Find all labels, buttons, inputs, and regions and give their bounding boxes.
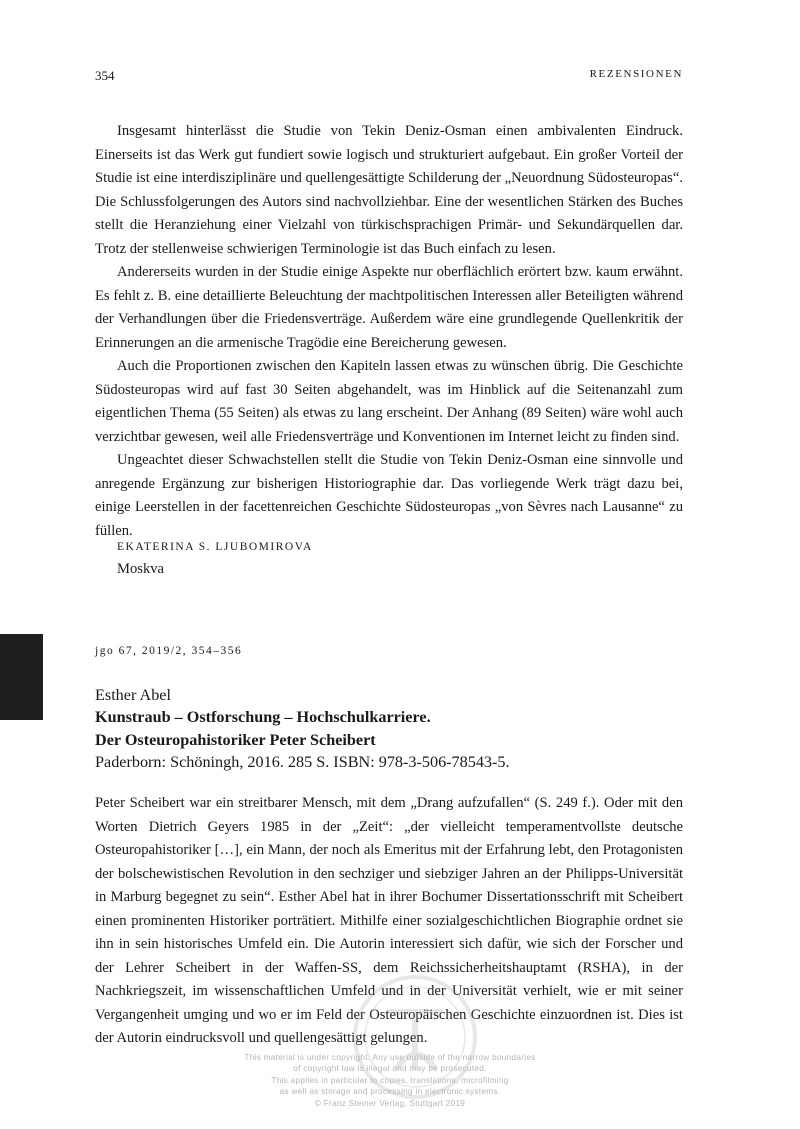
page-number: 354 (95, 68, 115, 83)
copyright-line: This applies in particular to copies, translations, microfilming (271, 1075, 509, 1085)
section-title: REZENSIONEN (589, 68, 683, 80)
copyright-line: of copyright law is illegal and may be prosecuted. (293, 1064, 487, 1074)
book-publication-info: Paderborn: Schöningh, 2016. 285 S. ISBN: 978-3-506-78543-5. (95, 752, 510, 771)
review-paragraph: Andererseits wurden in der Studie einige Aspekte nur oberflächlich erörtert bzw. kaum erwähnt. Es fehlt z. B. eine detaillierte Beleuchtung der machtpolitischen Interessen aller Beteiligten während der Verhandlungen über die Friedensverträge. Außerdem wäre eine grundlegende Quellenkritik der Erinnerungen an die armenische Tragödie eine Bereicherung gewesen. (95, 264, 683, 351)
copyright-line: © Franz Steiner Verlag, Stuttgart 2019 (314, 1098, 466, 1108)
next-review-paragraph: Peter Scheibert war ein streitbarer Mensch, mit dem „Drang aufzufallen“ (S. 249 f.). Oder mit den Worten Dietrich Geyers 1985 in der „Zeit“: „der vielleicht temperamentvollste deutsche Osteuropahistoriker […], ein Mann, der noch als Emeritus mit der Erfahrung lebt, den Protagonisten der bolschewistischen Revolution in den sechziger und siebziger Jahren an der Philipps-Universität in Marburg begegnet zu sein“. Esther Abel hat in ihrer Bochumer Dissertationsschrift mit Scheibert einen prominenten Historiker porträtiert. Mithilfe einer sozialgeschichtlichen Biographie ordnet sie ihn in sein historisches Umfeld ein. Die Autorin interessiert sich dafür, wie sich der Forscher und der Lehrer Scheibert in der Waffen-SS, dem Reichssicherheitshauptamt (RSHA), in der Nachkriegszeit, im wissenschaftlichen Umfeld und in der Universität verhielt, wie er mit seiner Vergangenheit umging und wo er im Feld der Osteuropäischen Geschichte einzuordnen ist. Dies ist der Autorin eindrucksvoll und quellengesättigt gelungen. (95, 795, 683, 1046)
reviewer-signature (117, 536, 313, 580)
copyright-line: as well as storage and processing in electronic systems. (279, 1087, 501, 1097)
book-author: Esther Abel (95, 686, 171, 704)
reviewer-name: EKATERINA S. LJUBOMIROVA (117, 541, 313, 553)
reviewer-location: Moskva (117, 561, 165, 577)
journal-citation: jgo 67, 2019/2, 354–356 (95, 645, 243, 657)
running-head (95, 68, 683, 86)
side-thumb-tab (0, 634, 43, 720)
review-paragraph: Insgesamt hinterlässt die Studie von Tekin Deniz-Osman einen ambivalenten Eindruck. Einerseits ist das Werk gut fundiert sowie logisch und strukturiert aufgebaut. Ein großer Vorteil der Studie ist eine interdisziplinäre und quellengesättigte Schilderung der „Neuordnung Südosteuropas“. Die Schlussfolgerungen des Autors sind nachvollziehbar. Eine der wesentlichen Stärken des Buches stellt die Heranziehung einer Vielzahl von türkischsprachigen Primär- und Sekundärquellen dar. Trotz der stellenweise schwierigen Terminologie ist das Buch einfach zu lesen. (95, 123, 683, 257)
copyright-line: This material is under copyright. Any use outside of the narrow boundaries (244, 1053, 536, 1062)
review-paragraph: Auch die Proportionen zwischen den Kapiteln lassen etwas zu wünschen übrig. Die Geschichte Südosteuropas wird auf fast 30 Seiten abgehandelt, was im Hinblick auf die Seitenanzahl zum eigentlichen Thema (55 Seiten) als etwas zu lang erscheint. Der Anhang (89 Seiten) wäre wohl auch verzichtbar gewesen, weil alle Friedensverträge und Konventionen im Internet leicht zu finden sind. (95, 358, 683, 445)
review-body (95, 120, 683, 543)
copyright-notice (200, 1052, 580, 1109)
book-title-line-1: Kunstraub – Ostforschung – Hochschulkarriere. (95, 708, 431, 727)
book-header (95, 684, 695, 773)
review-paragraph: Ungeachtet dieser Schwachstellen stellt die Studie von Tekin Deniz-Osman eine sinnvolle und anregende Ergänzung zur bisherigen Historiographie dar. Das vorliegende Werk trägt dazu bei, einige Leerstellen in der facettenreichen Geschichte Südosteuropas „von Sèvres nach Lausanne“ zu füllen. (95, 452, 683, 539)
book-title-line-2: Der Osteuropahistoriker Peter Scheibert (95, 730, 376, 749)
